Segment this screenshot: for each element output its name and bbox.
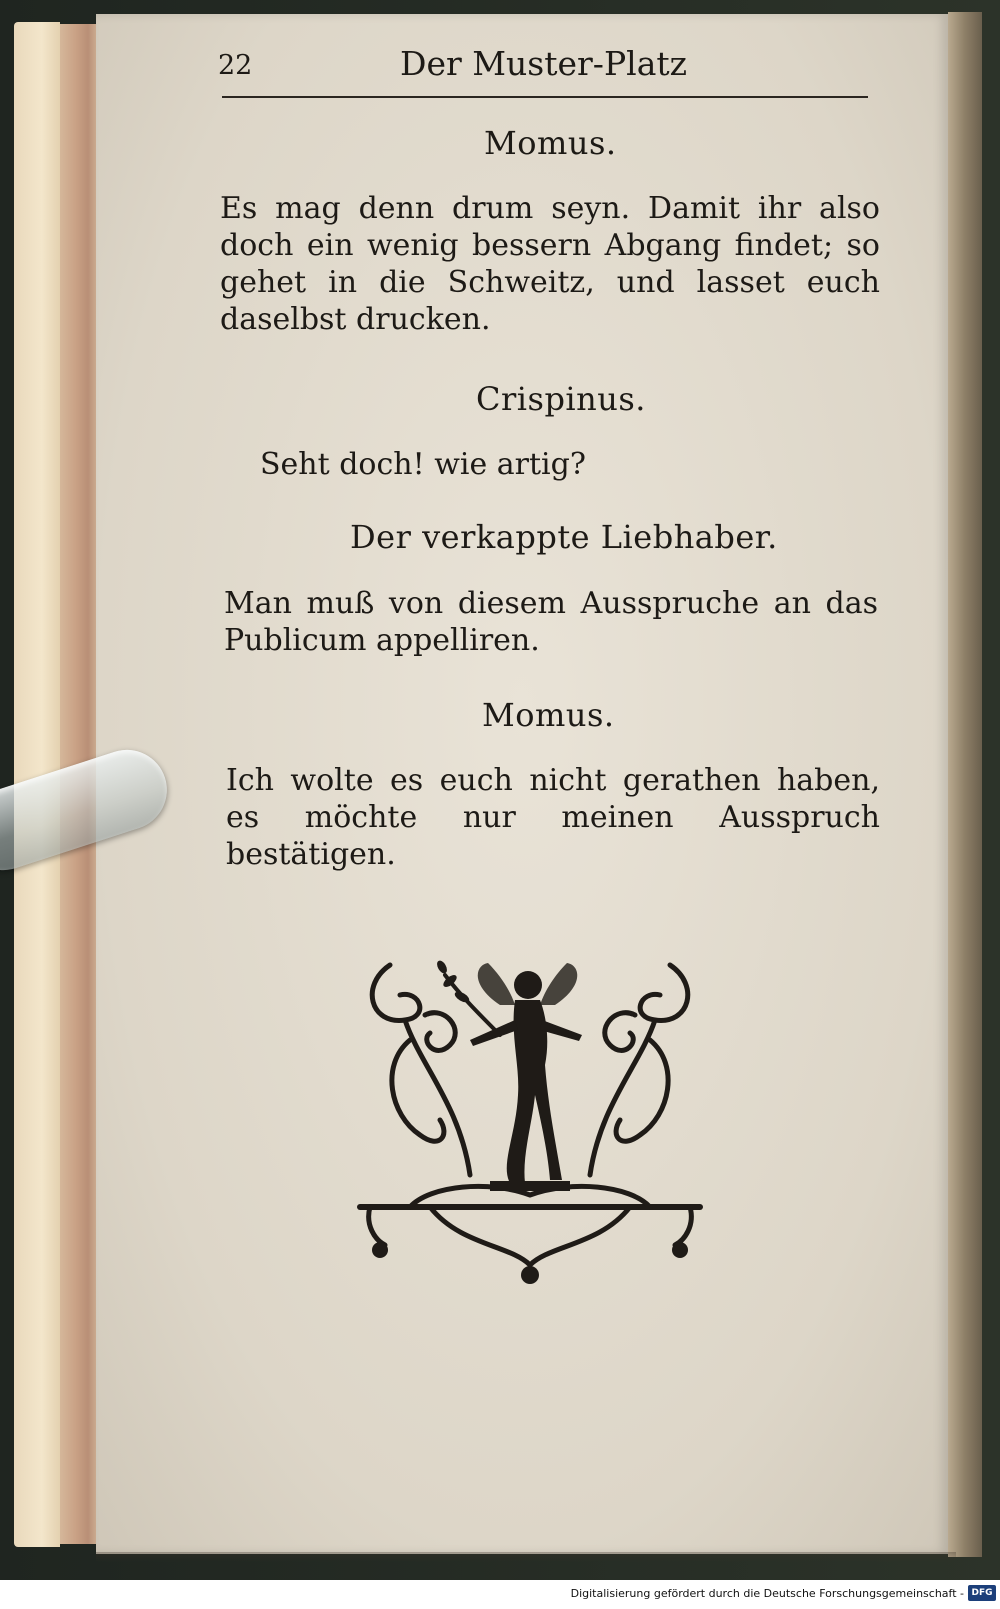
dfg-logo: DFG: [968, 1585, 996, 1601]
running-title: Der Muster-Platz: [400, 44, 688, 83]
page-bottom-shadow: [96, 1552, 956, 1562]
header-rule: [222, 96, 868, 98]
footer-bar: [0, 1580, 1000, 1609]
speaker-name: Momus.: [484, 124, 617, 162]
page-right-edge: [948, 12, 982, 1557]
speaker-name: Momus.: [482, 696, 615, 734]
speaker-name: Crispinus.: [476, 380, 646, 418]
dialogue-paragraph: Man muß von diesem Ausspruche an das Publicum appelliren.: [224, 586, 878, 658]
dialogue-paragraph: Seht doch! wie artig?: [260, 447, 586, 482]
page-number: 22: [218, 50, 253, 81]
speaker-name: Der verkappte Liebhaber.: [350, 518, 778, 556]
dialogue-paragraph: Es mag denn drum seyn. Damit ihr also doch ein wenig bessern Abgang findet; so gehet in die Schweitz, und lasset euch daselbst drucken.: [220, 191, 880, 337]
footer-credit: Digitalisierung gefördert durch die Deutsche Forschungsgemeinschaft -: [570, 1587, 964, 1600]
dialogue-paragraph: Ich wolte es euch nicht gerathen haben, es möchte nur meinen Ausspruch bestätigen.: [226, 763, 880, 872]
vignette-cherub-ornament-icon: [350, 945, 710, 1295]
